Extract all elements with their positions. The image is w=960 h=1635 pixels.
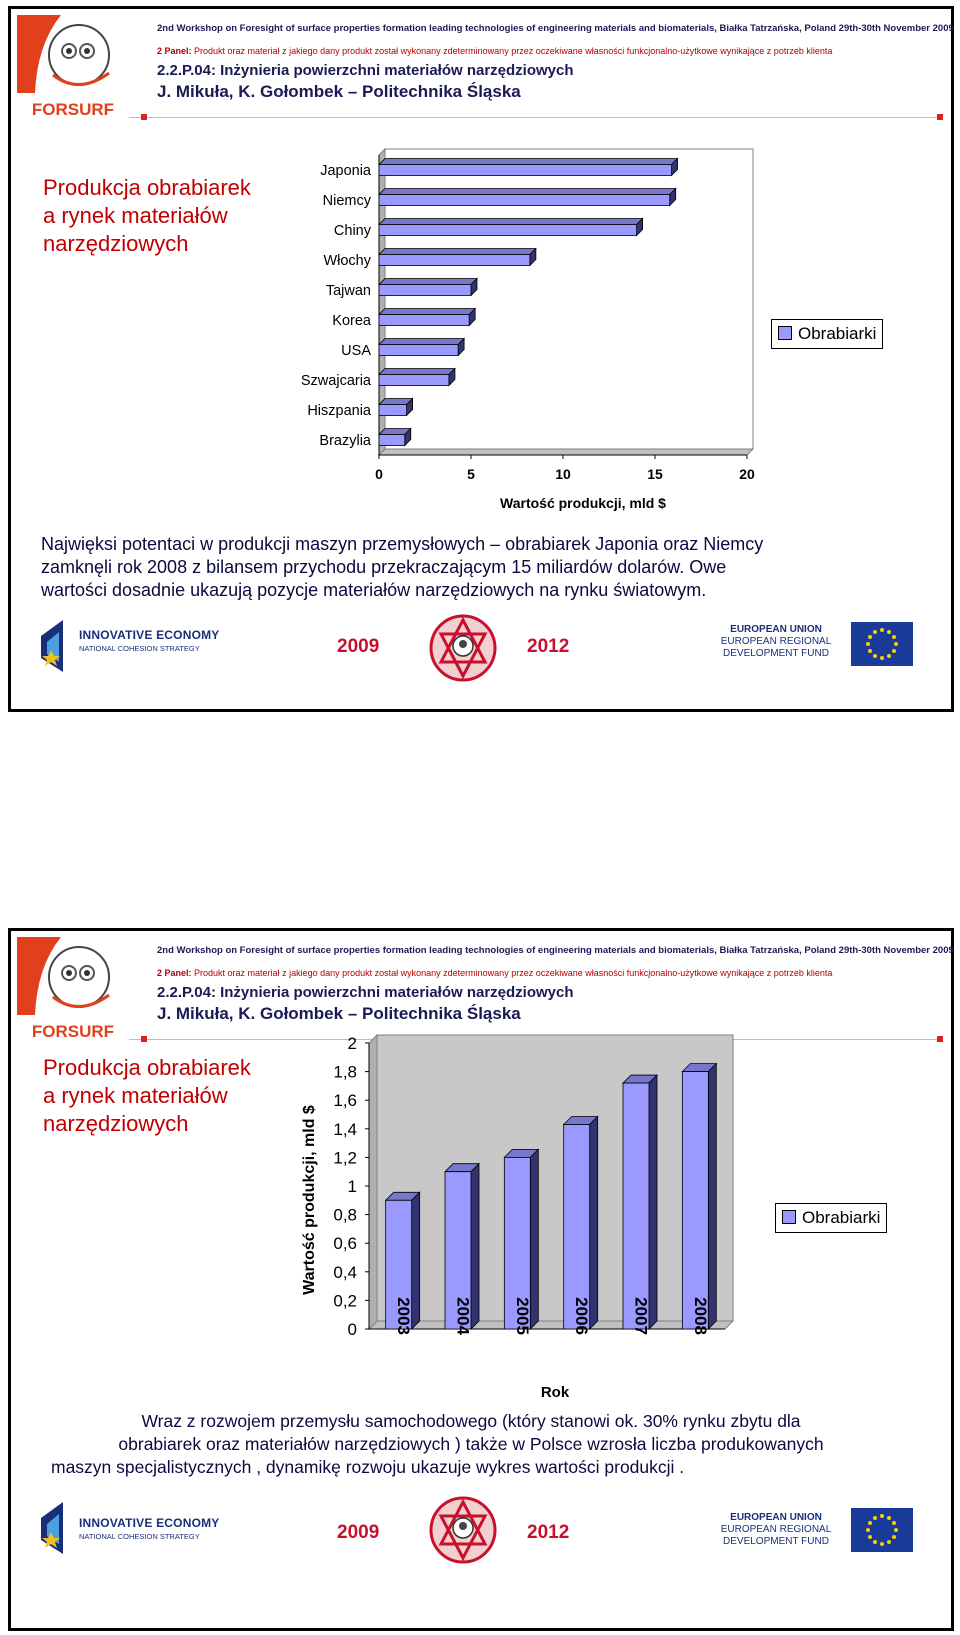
bar-side [708,1064,716,1329]
x-tick-label: 10 [555,466,571,482]
innovative-economy-text [79,628,220,653]
chart2-side-wall [369,1035,377,1329]
logo-text: FORSURF [31,1022,115,1041]
category-label: 2006 [572,1297,592,1335]
workshop-title: 2nd Workshop on Foresight of surface properties formation leading technologies of engineering materials and biomaterials, Białka Tatrzańska, Poland 29th-30th November 2009 [157,945,954,956]
text-line: Najwięksi potentaci w produkcji maszyn przemysłowych – obrabiarek Japonia oraz Niemcy [41,534,764,554]
bar [379,165,672,176]
bar-top [379,249,536,255]
x-tick-label: 15 [647,466,663,482]
legend-swatch [778,326,792,340]
bar-side [649,1075,657,1329]
bar [379,435,405,446]
chart2-floor [369,1321,733,1329]
y-tick-label: 1,2 [333,1148,357,1168]
eu-line: EUROPEAN UNION [730,1512,822,1523]
bar-top [379,309,475,315]
category-label: Chiny [333,223,371,239]
text-line: Wraz z rozwojem przemysłu samochodowego (który stanowi ok. 30% rynku zbytu dla [141,1411,801,1431]
side-title-line: narzędziowych [43,1111,189,1136]
eu-flag-icon [851,622,913,666]
x-tick-label: 5 [467,466,475,482]
country-production-chart [11,9,951,529]
workshop-title: 2nd Workshop on Foresight of surface properties formation leading technologies of engineering materials and biomaterials, Białka Tatrzańska, Poland 29th-30th November 2009 [157,23,954,34]
chart1-legend [771,319,883,349]
legend-swatch [782,1210,796,1224]
y-tick-label: 1,4 [333,1119,357,1139]
ie-main: INNOVATIVE ECONOMY [79,1516,220,1530]
bar-top [379,339,464,345]
bar-top [379,189,676,195]
authors: J. Mikuła, K. Gołombek – Politechnika Śląska [157,1004,521,1023]
y-axis-title: Wartość produkcji, mld $ [301,1105,318,1295]
x-axis-title: Wartość produkcji, mld $ [500,495,666,511]
slide-2 [8,928,954,1631]
y-tick-label: 2 [347,1034,357,1053]
bar-top [379,219,643,225]
eu-line: DEVELOPMENT FUND [723,648,829,659]
slide2-description [51,1410,891,1479]
slide-1 [8,6,954,712]
y-tick-label: 0,4 [333,1262,357,1282]
legend-label: Obrabiarki [802,1208,881,1227]
x-axis-title: Rok [540,1384,570,1401]
y-tick-label: 1,6 [333,1091,357,1111]
side-title-line: Produkcja obrabiarek [43,175,251,200]
year-end: 2012 [527,636,570,657]
legend-label: Obrabiarki [798,324,877,343]
eu-flag-icon [851,1508,913,1552]
bar-top [379,369,455,375]
category-label: 2008 [690,1297,710,1335]
y-tick-label: 1,8 [333,1062,357,1082]
bar [623,1083,649,1329]
y-tick-label: 0,8 [333,1205,357,1225]
panel-text: Produkt oraz materiał z jakiego dany produkt został wykonany zdeterminowany przez oczekiwane własności funkcjonalno-użytkowe wynikające z potrzeb klienta [194,46,833,56]
session-code-title: 2.2.P.04: Inżynieria powierzchni materiałów narzędziowych [157,984,574,1001]
bar [379,195,670,206]
bar [379,255,530,266]
innovative-economy-text [79,1516,220,1541]
eu-line: EUROPEAN REGIONAL [720,1524,832,1535]
bar [379,405,407,416]
year-end: 2012 [527,1522,570,1543]
ie-main: INNOVATIVE ECONOMY [79,628,220,642]
bar-top [379,159,678,165]
panel-label: 2 Panel: [157,46,192,56]
eu-line: EUROPEAN UNION [730,624,822,635]
text-line: obrabiarek oraz materiałów narzędziowych ) także w Polsce wzrosła liczba produkowanych [118,1434,824,1454]
eu-text [711,1512,841,1548]
category-label: Tajwan [325,283,371,299]
slide1-description [41,533,763,602]
year-start: 2009 [337,636,380,657]
eu-text [711,624,841,660]
bar [379,285,471,296]
bar [379,315,469,326]
chart1-floor [379,449,753,455]
bar [379,345,458,356]
chart2-legend [775,1203,887,1233]
category-label: 2005 [512,1297,532,1335]
category-label: Brazylia [319,433,371,449]
y-tick-label: 1 [347,1177,357,1196]
category-label: 2004 [453,1297,473,1335]
side-title-line: Produkcja obrabiarek [43,1055,251,1080]
ie-sub: NATIONAL COHESION STRATEGY [79,644,200,653]
innovative-economy-logo-icon [39,1500,73,1556]
ie-sub: NATIONAL COHESION STRATEGY [79,1532,200,1541]
side-title-line: narzędziowych [43,231,189,256]
category-label: Korea [332,313,371,329]
innovative-economy-logo-icon [39,618,73,674]
category-label: Włochy [323,253,371,269]
side-title-line: a rynek materiałów [43,1083,228,1108]
category-label: Niemcy [322,193,371,209]
eu-line: DEVELOPMENT FUND [723,1536,829,1547]
category-label: Szwajcaria [300,373,371,389]
emblem-icon [429,1496,497,1564]
year-start: 2009 [337,1522,380,1543]
authors: J. Mikuła, K. Gołombek – Politechnika Śląska [157,82,521,101]
panel-text: Produkt oraz materiał z jakiego dany produkt został wykonany zdeterminowany przez oczekiwane własności funkcjonalno-użytkowe wynikające z potrzeb klienta [194,968,833,978]
bar [682,1072,708,1329]
logo-text: FORSURF [31,100,115,119]
footer [11,1496,951,1566]
category-label: USA [341,343,371,359]
x-tick-label: 20 [739,466,755,482]
category-label: Hiszpania [307,403,371,419]
text-line: wartości dosadnie ukazują pozycje materiałów narzędziowych na rynku światowym. [41,580,707,600]
emblem-icon [429,614,497,682]
session-code-title: 2.2.P.04: Inżynieria powierzchni materiałów narzędziowych [157,62,574,79]
panel-label: 2 Panel: [157,968,192,978]
category-label: Japonia [320,163,371,179]
category-label: 2003 [394,1297,414,1335]
y-tick-label: 0,2 [333,1291,357,1311]
footer [11,614,951,684]
bar [379,225,637,236]
y-tick-label: 0,6 [333,1234,357,1254]
category-label: 2007 [631,1297,651,1335]
yearly-production-chart [11,931,951,1411]
x-tick-label: 0 [375,466,383,482]
bar [379,375,449,386]
text-line: maszyn specjalistycznych , dynamikę rozwoju ukazuje wykres wartości produkcji . [51,1457,685,1477]
chart2-back-wall [377,1035,733,1321]
side-title-line: a rynek materiałów [43,203,228,228]
text-line: zamknęli rok 2008 z bilansem przychodu przekraczającym 15 miliardów dolarów. Owe [41,557,727,577]
y-tick-label: 0 [347,1320,357,1339]
eu-line: EUROPEAN REGIONAL [720,636,832,647]
bar-top [379,279,477,285]
